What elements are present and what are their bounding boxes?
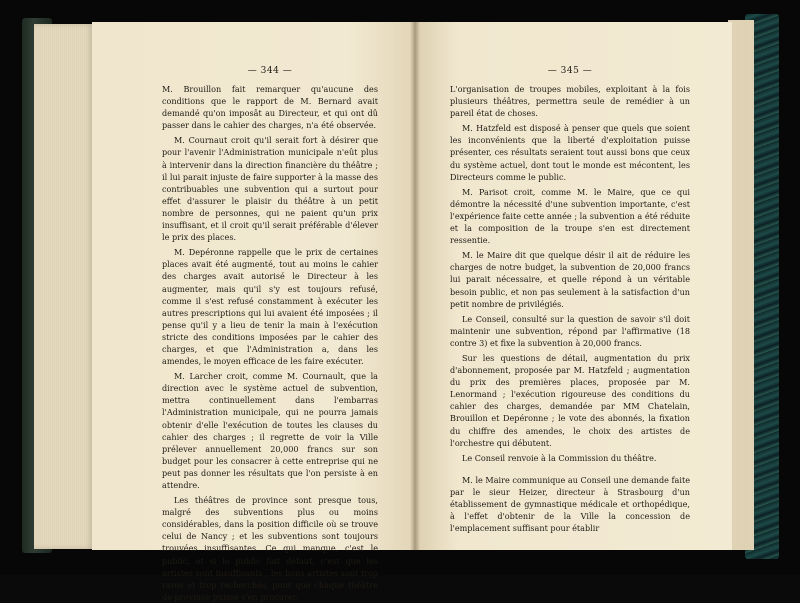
right-paragraph: M. le Maire dit que quelque désir il ait de réduire les charges de notre budget, la subvention de 20,000 francs lui parait nécessaire, et quelle répond à un véritable besoin public, et non pas seulement à la satisfaction d'un petit nombre de privilégiés. — [450, 250, 690, 309]
right-paragraph: M. Hatzfeld est disposé à penser que quels que soient les inconvénients que la liberté d'exploitation puisse présenter, ces résultats seraient tout aussi bons que ceux du système actuel, dont tout le monde est mécontent, les Directeurs comme le public. — [450, 123, 690, 182]
right-paragraph: M. Parisot croit, comme M. le Maire, que ce qui démontre la nécessité d'une subvention importante, c'est l'expérience faite cette année ; la subvention a été réduite et la composition de la troupe s'en est directement ressentie. — [450, 186, 690, 246]
right-paragraph: Le Conseil renvoie à la Commission du théâtre. — [462, 452, 657, 463]
book-gutter — [410, 22, 420, 550]
left-page — [92, 22, 414, 602]
left-page-number: — 344 — — [247, 66, 293, 76]
page-edges-left — [34, 24, 94, 549]
right-page — [414, 22, 732, 550]
left-paragraph: Les théâtres de province sont presque tous, malgré des subventions plus ou moins considérables, dans la position difficile où se trouve celui de Nancy ; et les subventions sont toujours trouvées insuffisantes. Ce qui manque, c'est le public, et si le public fait défaut, c'est que les artistes sont insuffisants ; les bons artistes sont trop rares et trop recherchés, pour que chaque théâtre de province puisse s'en procurer. — [162, 495, 378, 602]
right-paragraph: M. le Maire communique au Conseil une demande faite par le sieur Heizer, directeur à Strasbourg d'un établissement de gymnastique médicale et orthopédique, à l'effet d'obtenir de la Ville la concession de l'emplacement suffisant pour établir — [450, 474, 690, 534]
right-paragraph: Le Conseil, consulté sur la question de savoir s'il doit maintenir une subvention, répond par l'affirmative (18 contre 3) et fixe la subvention à 20,000 francs. — [450, 313, 690, 348]
right-page-number: — 345 — — [547, 66, 593, 76]
left-paragraph: M. Cournaut croit qu'il serait fort à désirer que pour l'avenir l'Administration municipale n'eût plus à intervenir dans la direction financière du théâtre ; il lui parait injuste de faire supporter à la masse des contribuables une subvention qui a surtout pour effet d'assurer le plaisir du théâtre à un petit nombre de personnes, qui ne paient qu'un prix insuffisant, et il croit qu'il serait préférable d'élever le prix des places. — [162, 135, 378, 243]
left-paragraph: M. Larcher croit, comme M. Cournault, que la direction avec le système actuel de subvention, mettra continuellement dans l'embarras l'Administration municipale, qui ne pourra jamais obtenir d'elle l'exécution de toutes les clauses du cahier des charges ; il regrette de voir la Ville prélever annuellement 20,000 francs sur son budget pour les consacrer à cette entreprise qui ne peut pas donner les résultats que l'on persiste à en attendre. — [162, 371, 378, 490]
left-paragraph: M. Brouillon fait remarquer qu'aucune des conditions que le rapport de M. Bernard avait demandé qu'on imposât au Directeur, et qui ont dû passer dans le cahier des charges, n'a été observée. — [162, 84, 378, 131]
right-paragraph: Sur les questions de détail, augmentation du prix d'abonnement, proposée par M. Hatzfeld ; augmentation du prix des premières places, proposée par M. Lenormand ; l'exécution rigoureuse des conditions du cahier des charges, demandée par MM Chatelain, Brouillon et Depéronne ; le vote des abonnés, la fixation du chiffre des amendes, le choix des artistes de l'orchestre qui débutent. — [450, 352, 690, 448]
right-paragraph: L'organisation de troupes mobiles, exploitant à la fois plusieurs théâtres, permettra seule de remédier à un pareil état de choses. — [450, 84, 690, 119]
left-paragraph: M. Depéronne rappelle que le prix de certaines places avait été augmenté, tout au moins le cahier des charges avait autorisé le Directeur à les augmenter, mais qu'il s'y est toujours refusé, comme il s'est refusé constamment à exécuter les autres prescriptions qui lui avaient été imposées ; il pense qu'il y a lieu de tenir la main à l'exécution stricte des conditions imposées par le cahier des charges, et que l'Administration a, dans les amendes, le moyen efficace de les faire exécuter. — [162, 247, 378, 367]
